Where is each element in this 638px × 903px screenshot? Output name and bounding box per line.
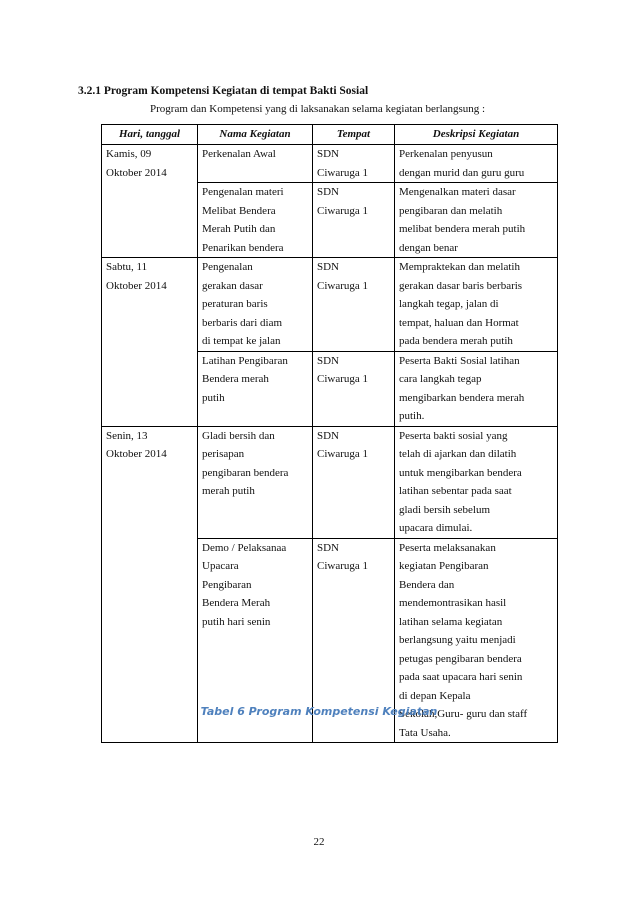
activity-name-cell: Demo / Pelaksanaa Upacara Pengibaran Bendera Merah putih hari senin bbox=[198, 538, 313, 743]
place-cell: SDN Ciwaruga 1 bbox=[313, 426, 395, 538]
description-cell: Peserta bakti sosial yang telah di ajarkan dan dilatih untuk mengibarkan bendera latihan sebentar pada saat gladi bersih sebelum upacara dimulai. bbox=[395, 426, 558, 538]
header-activity-name: Nama Kegiatan bbox=[198, 125, 313, 145]
table-row bbox=[102, 426, 558, 538]
table-header-row bbox=[102, 125, 558, 145]
activity-name-cell: Gladi bersih dan perisapan pengibaran bendera merah putih bbox=[198, 426, 313, 538]
program-table bbox=[101, 124, 558, 743]
description-cell: Mempraktekan dan melatih gerakan dasar baris berbaris langkah tegap, jalan di tempat, haluan dan Hormat pada bendera merah putih bbox=[395, 258, 558, 352]
date-cell: Kamis, 09 Oktober 2014 bbox=[102, 145, 198, 258]
place-cell: SDN Ciwaruga 1 bbox=[313, 145, 395, 183]
table-row bbox=[102, 145, 558, 183]
date-cell: Sabtu, 11 Oktober 2014 bbox=[102, 258, 198, 427]
activity-name-cell: Latihan Pengibaran Bendera merah putih bbox=[198, 351, 313, 426]
place-cell: SDN Ciwaruga 1 bbox=[313, 351, 395, 426]
description-cell: Perkenalan penyusun dengan murid dan guru guru bbox=[395, 145, 558, 183]
header-description: Deskripsi Kegiatan bbox=[395, 125, 558, 145]
activity-name-cell: Pengenalan gerakan dasar peraturan baris berbaris dari diam di tempat ke jalan bbox=[198, 258, 313, 352]
activity-name-cell: Pengenalan materi Melibat Bendera Merah Putih dan Penarikan bendera bbox=[198, 183, 313, 258]
place-cell: SDN Ciwaruga 1 bbox=[313, 258, 395, 352]
header-place: Tempat bbox=[313, 125, 395, 145]
description-cell: Mengenalkan materi dasar pengibaran dan melatih melibat bendera merah putih dengan benar bbox=[395, 183, 558, 258]
description-cell: Peserta Bakti Sosial latihan cara langkah tegap mengibarkan bendera merah putih. bbox=[395, 351, 558, 426]
intro-text: Program dan Kompetensi yang di laksanakan selama kegiatan berlangsung : bbox=[150, 103, 486, 115]
activity-name-cell: Perkenalan Awal bbox=[198, 145, 313, 183]
description-cell: Peserta melaksanakan kegiatan Pengibaran Bendera dan mendemontrasikan hasil latihan selama kegiatan berlangsung yaitu menjadi petugas pengibaran bendera pada saat upacara hari senin di depan Kepala Sekolah,Guru- guru dan staff Tata Usaha. bbox=[395, 538, 558, 743]
header-date: Hari, tanggal bbox=[102, 125, 198, 145]
date-cell: Senin, 13 Oktober 2014 bbox=[102, 426, 198, 743]
place-cell: SDN Ciwaruga 1 bbox=[313, 183, 395, 258]
table-caption: Tabel 6 Program Kompetensi Kegiatan bbox=[200, 705, 438, 718]
section-heading: 3.2.1 Program Kompetensi Kegiatan di tempat Bakti Sosial bbox=[78, 85, 369, 97]
place-cell: SDN Ciwaruga 1 bbox=[313, 538, 395, 743]
table-row bbox=[102, 258, 558, 352]
page-number: 22 bbox=[313, 836, 325, 848]
